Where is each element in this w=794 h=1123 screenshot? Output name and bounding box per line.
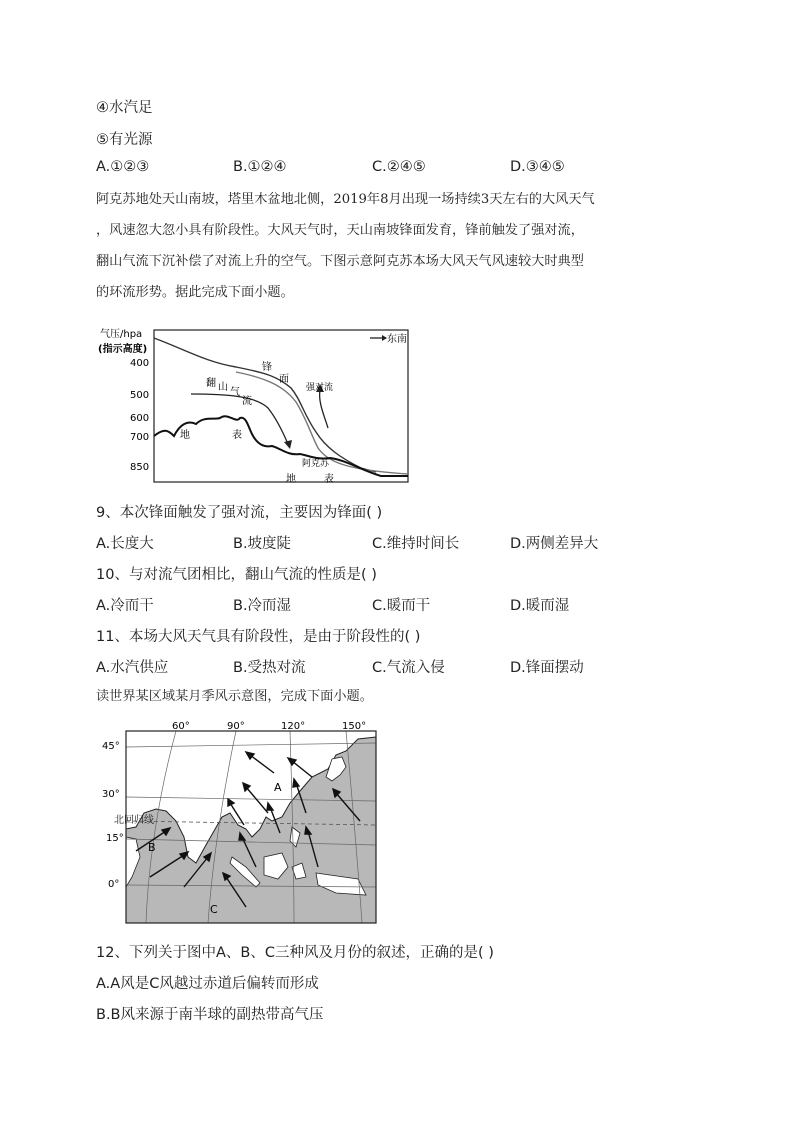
option-a: A.冷而干 (96, 598, 154, 614)
option-b: B.坡度陡 (233, 536, 292, 552)
passage-line: ，风速忽大忽小具有阶段性。大风天气时，天山南坡锋面发育，锋前触发了强对流， (96, 223, 584, 238)
label-front: 锋 (262, 362, 272, 373)
option-d: D.两侧差异大 (510, 536, 599, 552)
diagram-frame (154, 330, 408, 482)
passage-line: 翻山气流下沉补偿了对流上升的空气。下图示意阿克苏本场大风天气风速较大时典型 (96, 254, 584, 269)
lat-label: 30° (102, 789, 120, 800)
option-item-4: ④水汽足 (96, 100, 153, 116)
label-front: 面 (279, 374, 289, 385)
option-c: C.维持时间长 (372, 536, 460, 552)
tropic-label: 北回归线 (114, 815, 154, 826)
option-a: A.①②③ (96, 159, 150, 175)
option-d: D.暖而湿 (510, 598, 570, 614)
option-d: D.锋面摆动 (510, 660, 584, 676)
question-12-stem: 12、下列关于图中A、B、C三种风及月份的叙述，正确的是( ) (96, 945, 494, 961)
prev-question-options (96, 159, 716, 181)
lon-label: 120° (281, 721, 306, 732)
passage-aksu (96, 184, 700, 308)
question-11-stem: 11、本场大风天气具有阶段性，是由于阶段性的( ) (96, 629, 421, 645)
y-axis-title: 气压/hpa (100, 329, 143, 340)
option-b: B.受热对流 (233, 660, 306, 676)
monsoon-map (96, 717, 386, 927)
wind-label-c: C (210, 903, 218, 916)
y-tick: 850 (130, 462, 150, 473)
label-mountain-flow: 翻 (206, 378, 216, 389)
option-d: D.③④⑤ (510, 159, 565, 175)
option-a: A.长度大 (96, 536, 154, 552)
question-11-options (96, 656, 716, 678)
lat-label: 45° (102, 741, 120, 752)
question-9-options (96, 532, 716, 554)
question-10-stem: 10、与对流气团相比，翻山气流的性质是( ) (96, 567, 377, 583)
passage-line: 的环流形势。据此完成下面小题。 (96, 285, 294, 300)
label-surface-bottom: 表 (324, 474, 334, 485)
passage-monsoon (96, 681, 700, 712)
y-tick: 500 (130, 390, 150, 401)
lon-label: 60° (172, 721, 190, 732)
question-12-option-b: B.B风来源于南半球的副热带高气压 (96, 1007, 324, 1023)
circulation-diagram (96, 320, 416, 490)
lon-label: 150° (342, 721, 367, 732)
y-tick: 600 (130, 413, 150, 424)
label-surface-bottom: 地 (286, 474, 296, 485)
question-10-options (96, 594, 716, 616)
y-tick: 400 (130, 358, 150, 369)
legend-label: 东南 (387, 334, 407, 345)
lat-label: 0° (108, 879, 120, 890)
wind-label-b: B (148, 841, 156, 854)
option-c: C.暖而干 (372, 598, 431, 614)
option-b: B.①②④ (233, 159, 287, 175)
lon-label: 90° (227, 721, 245, 732)
passage-line: 读世界某区域某月季风示意图，完成下面小题。 (96, 689, 373, 704)
option-b: B.冷而湿 (233, 598, 292, 614)
option-a: A.水汽供应 (96, 660, 169, 676)
option-c: C.②④⑤ (372, 159, 426, 175)
passage-line: 阿克苏地处天山南坡，塔里木盆地北侧，2019年8月出现一场持续3天左右的大风天气 (96, 192, 595, 207)
y-tick: 700 (130, 432, 150, 443)
label-mountain-flow: 流 (242, 396, 252, 407)
wind-label-a: A (274, 781, 282, 794)
label-mountain-flow: 气 (230, 387, 240, 398)
label-aksu: 阿克苏 (302, 459, 330, 469)
label-convection: 强对流 (306, 383, 334, 393)
y-axis-subtitle: (指示高度) (98, 344, 148, 355)
label-mountain-flow: 山 (218, 382, 228, 393)
label-surface: 地 (180, 430, 190, 441)
question-9-stem: 9、本次锋面触发了强对流，主要因为锋面( ) (96, 505, 383, 521)
lat-label: 15° (106, 833, 124, 844)
option-c: C.气流入侵 (372, 660, 445, 676)
question-12-option-a: A.A风是C风越过赤道后偏转而形成 (96, 976, 319, 992)
option-item-5: ⑤有光源 (96, 132, 153, 148)
label-surface: 表 (232, 430, 242, 441)
